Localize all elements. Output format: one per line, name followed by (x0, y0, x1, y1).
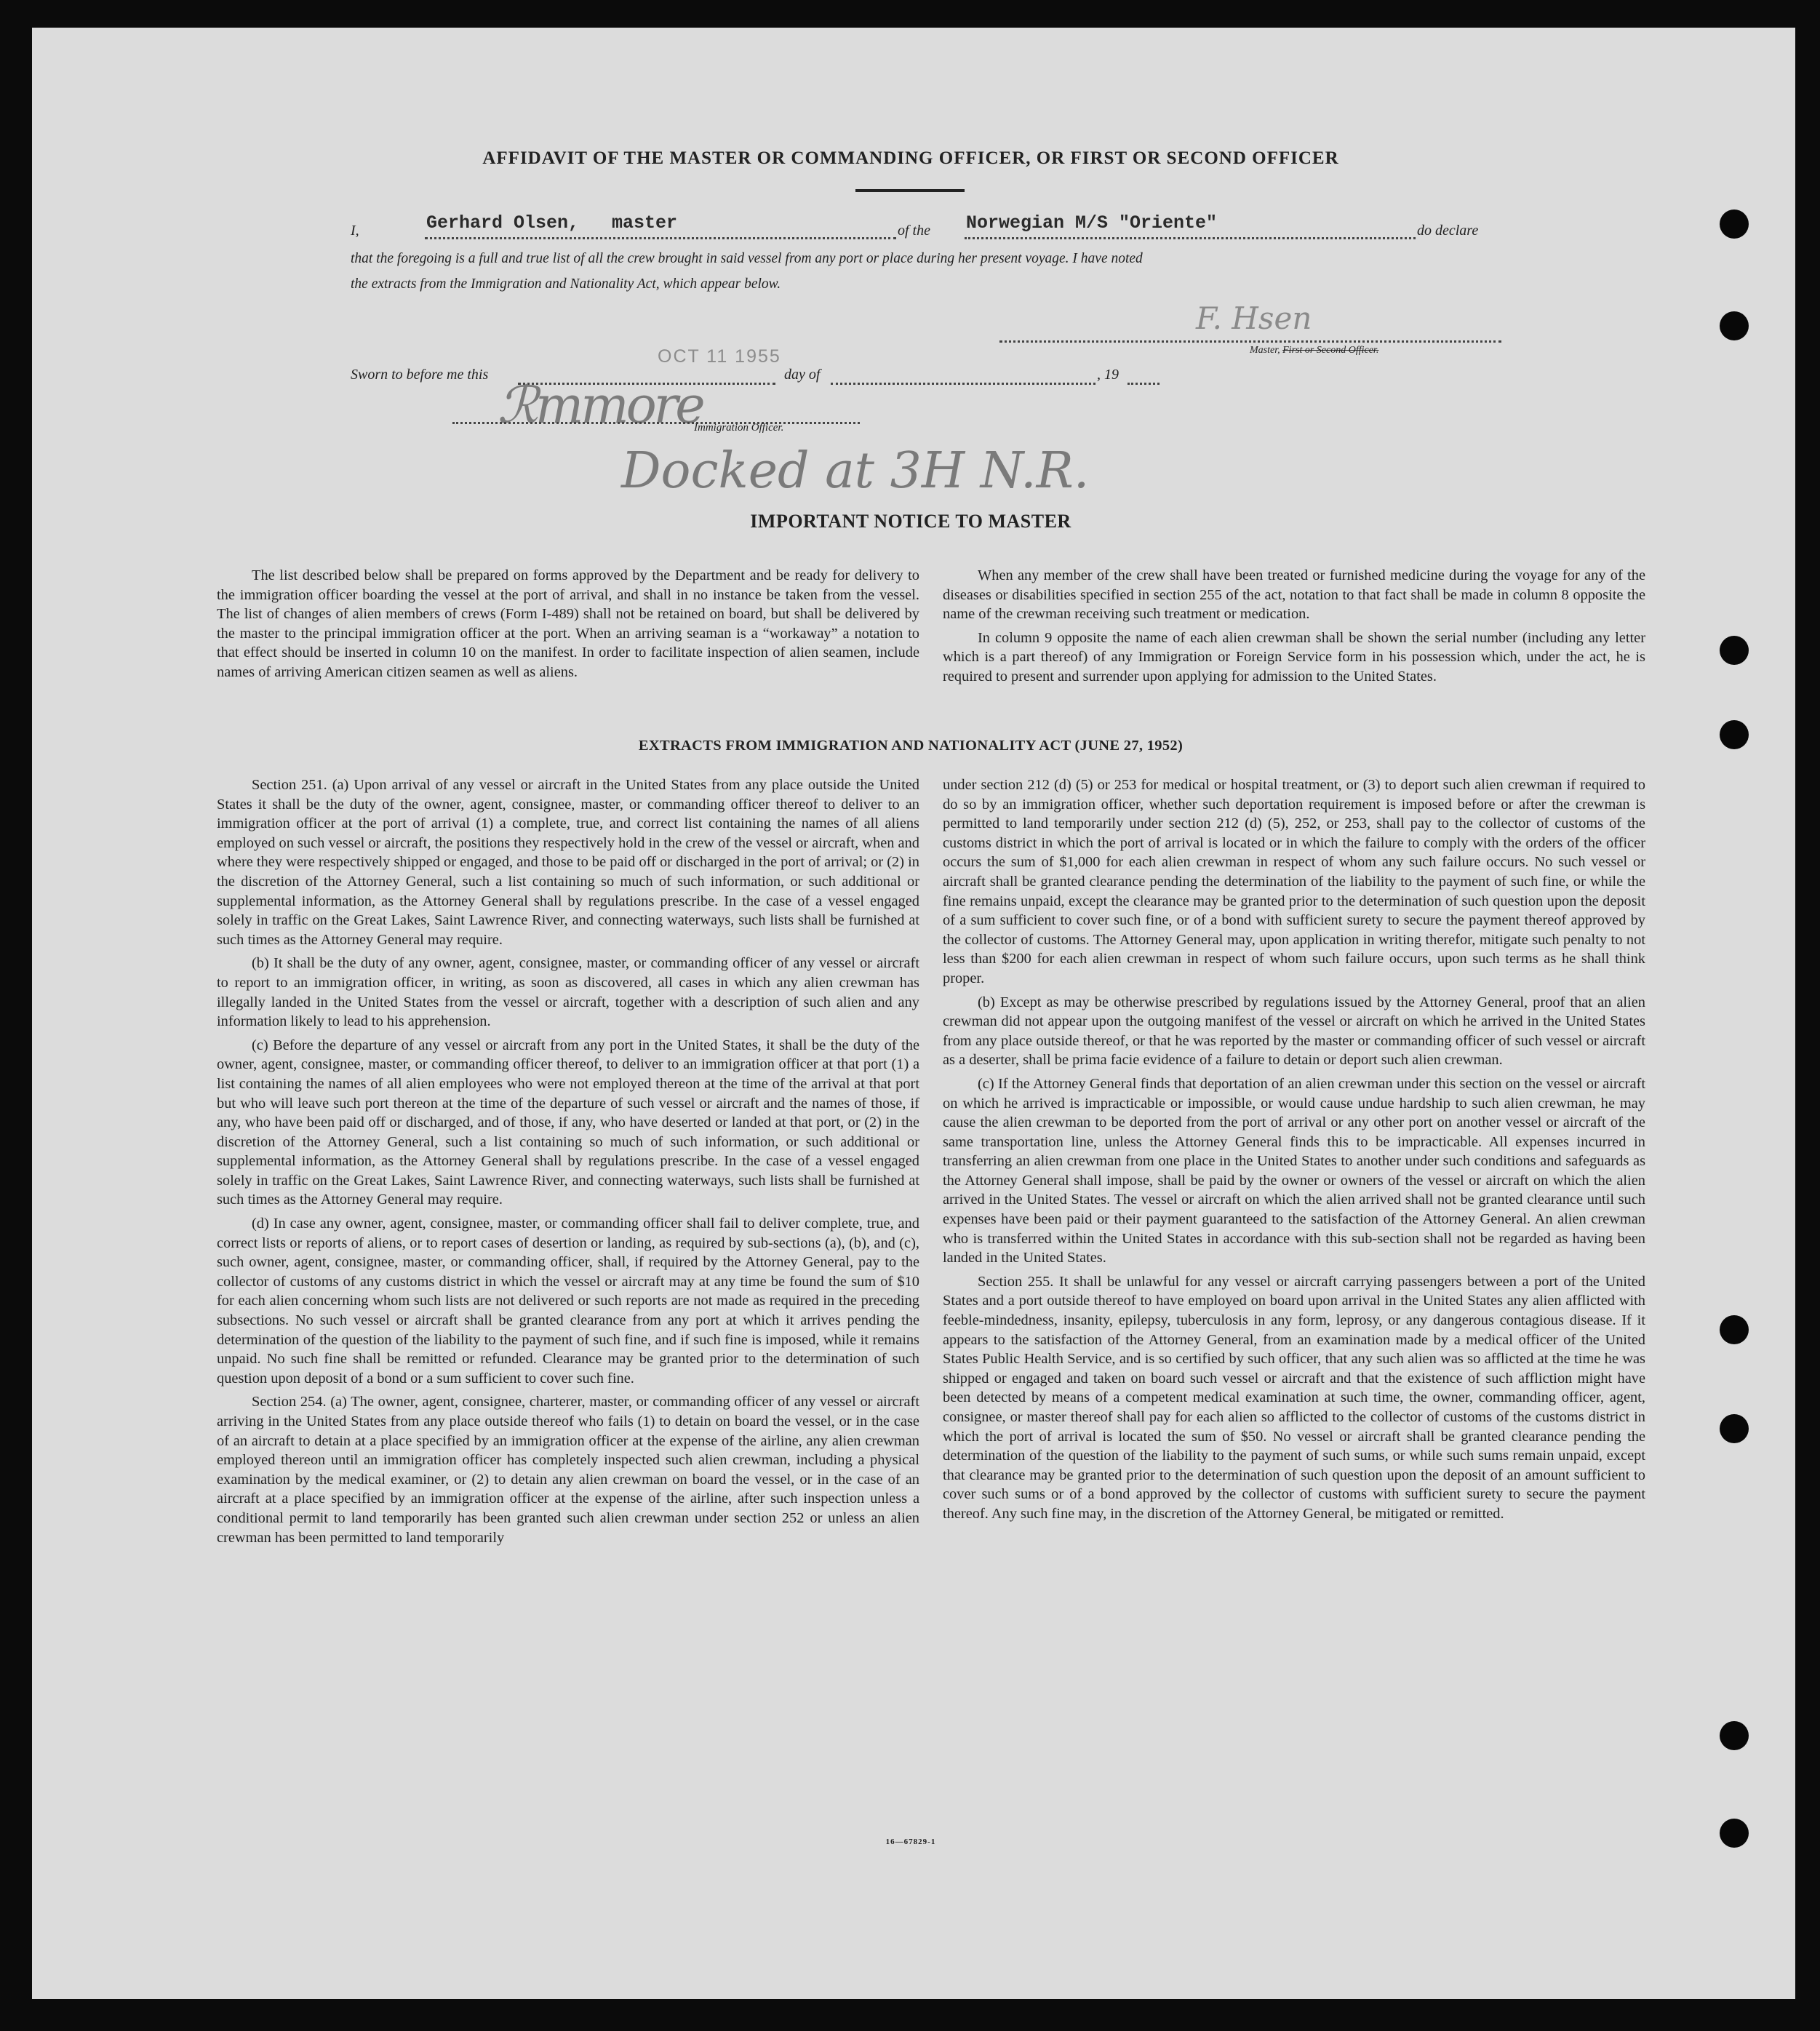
form-number: 16—67829-1 (885, 1838, 936, 1846)
notice-right-column (943, 566, 1645, 691)
punch-hole (1720, 311, 1749, 340)
do-declare-label: do declare (1417, 223, 1479, 239)
master-name-value: Gerhard Olsen, master (426, 212, 678, 234)
immigration-officer-signature: ℛmmore (498, 375, 703, 435)
statute-paragraph: Section 254. (a) The owner, agent, consignee, charterer, master, or commanding officer of any vessel or aircraft arriving in the United States from any place outside thereof who fails (1) to detain on board the vessel, or in the case of an aircraft to detain at a place specified by an immigration officer at the expense of the airline, any alien crewman employed thereon until an immigration officer has completely inspected such alien crewman, including a physical examination by the medical examiner, or (2) to detain any alien crewman on board the vessel, or in the case of an aircraft at a place specified by an immigration officer at the expense of the airline, after such inspection unless a conditional permit to land temporarily has been granted such alien crewman under section 252 or unless an alien crewman has been permitted to land temporarily (217, 1394, 919, 1546)
extracts-right-column (943, 775, 1645, 1528)
extracts-left-column (217, 775, 919, 1552)
affidavit-title: AFFIDAVIT OF THE MASTER OR COMMANDING OFFICER, OR FIRST OR SECOND OFFICER (482, 148, 1339, 168)
punch-hole (1720, 1414, 1749, 1443)
statute-paragraph: Section 251. (a) Upon arrival of any vessel or aircraft in the United States from any place outside the United States it shall be the duty of the owner, agent, consignee, master, or commanding officer thereof to deliver to an immigration officer at the port of arrival (1) a complete, true, and correct list containing the names of all aliens employed on such vessel or aircraft, the positions they respectively hold in the crew of the vessel or aircraft, when and where they were respectively shipped or engaged, and those to be paid off or discharged in the port of arrival; or (2) in the discretion of the Attorney General, such a list containing so much of such information, or such additional or supplemental information, as the Attorney General shall by regulations prescribe. In the case of a vessel engaged solely in traffic on the Great Lakes, Saint Lawrence River, and connecting waterways, such lists shall be furnished at such times as the Attorney General may require. (217, 777, 919, 948)
notice-paragraph: When any member of the crew shall have been treated or furnished medicine during the voyage for any of the diseases or disabilities specified in section 255 of the act, notation to that fact shall be made in column 8 opposite the name of the crewman receiving such treatment or medication. (943, 567, 1645, 623)
statute-paragraph: (c) Before the departure of any vessel or aircraft from any port in the United States, it shall be the duty of the owner, agent, consignee, master, or commanding officer thereof, to deliver to an immigration officer at that port (1) a list containing the names of all alien employees who were not employed thereon at the time of the arrival at that port but who will leave such port thereon at the time of the departure of such vessel or aircraft and the names of those, if any, who have been paid off or discharged, and of those, if any, who have deserted or landed at that port, or (2) in the discretion of the Attorney General, such a list containing so much of such information, or such additional or supplemental information, as the Attorney General shall by regulations prescribe. In the case of a vessel engaged solely in traffic on the Great Lakes, Saint Lawrence River, and connecting waterways, such lists shall be furnished at such times as the Attorney General may require. (217, 1037, 919, 1208)
master-title-caption (1250, 345, 1378, 356)
year-line (1127, 383, 1160, 385)
statute-paragraph: (d) In case any owner, agent, consignee, master, or commanding officer shall fail to deliver complete, true, and correct lists or reports of aliens, or to report cases of desertion or landing, as required by sub-sections (a), (b), and (c), such owner, agent, consignee, master, or commanding officer, shall, if required by the Attorney General, pay to the collector of customs of any customs district in which the vessel or aircraft may at any time be found the sum of $10 for each alien concerning whom such lists are not delivered or such reports are not made as required in the preceding subsections. No such vessel or aircraft shall be granted clearance from any port at which it arrives pending the determination of the question of the liability to the payment of such fine, and if such fine is imposed, while it remains unpaid. No such fine shall be remitted or refunded. Clearance may be granted prior to the determination of such question upon deposit of a bond or a sum sufficient to cover such fine. (217, 1216, 919, 1386)
master-signature-line (999, 340, 1501, 343)
punch-hole (1720, 1721, 1749, 1750)
statute-paragraph: (b) Except as may be otherwise prescribed by regulations issued by the Attorney General, proof that an alien crewman did not appear upon the outgoing manifest of the vessel or aircraft on which he arrived in the United States from any place outside thereof, or that he was reported by the master or commanding officer of such vessel or aircraft as a deserter, shall be prima facie evidence of a failure to detain or deport such alien crewman. (943, 994, 1645, 1069)
punch-hole (1720, 210, 1749, 239)
sworn-label: Sworn to before me this (351, 367, 489, 383)
punch-hole (1720, 1819, 1749, 1848)
immigration-officer-label: Immigration Officer. (694, 422, 784, 434)
month-line (831, 383, 1095, 385)
master-label: Master, (1250, 345, 1280, 356)
vessel-name-value: Norwegian M/S "Oriente" (966, 212, 1218, 234)
name-underline (425, 237, 896, 239)
master-signature: F. Hsen (1196, 300, 1312, 336)
notice-left-column (217, 566, 919, 687)
date-stamp: OCT 11 1955 (658, 346, 781, 367)
handwritten-docking-note: Docked at 3H N.R. (621, 442, 1090, 500)
statute-paragraph: Section 255. It shall be unlawful for any vessel or aircraft carrying passengers between a port of the United States and a port outside thereof to have employed on board upon arrival in the United States any alien afflicted with feeble-mindedness, insanity, epilepsy, tuberculosis in any form, leprosy, or any dangerous contagious disease. If it appears to the satisfaction of the Attorney General, from an examination made by a medical officer of the United States Public Health Service, and is so certified by such officer, that any such alien was so afflicted at the time he was shipped or engaged and taken on board such vessel or aircraft and that the existence of such affliction might have been detected by means of a competent medical examination at such time, the owner, commanding officer, agent, consignee, or master thereof shall pay for each alien so afflicted to the collector of customs of the customs district in which the port of arrival is located the sum of $50. No vessel or aircraft shall be granted clearance pending the determination of the question of the liability to the payment of such sums, or while such sums remain unpaid, except that clearance may be granted prior to the determination of such question upon the deposit of an amount sufficient to cover such sums or of a bond approved by the collector of customs with sufficient surety to secure the payment thereof. Any such fine may, in the discretion of the Attorney General, be mitigated or remitted. (943, 1273, 1645, 1522)
i-label: I, (351, 223, 359, 239)
statute-paragraph: (b) It shall be the duty of any owner, agent, consignee, master, or commanding officer of any vessel or aircraft to report to an immigration officer, in writing, as soon as discovered, all cases in which any alien crewman has illegally landed in the United States from the vessel or aircraft, together with a description of such alien and any information likely to lead to his apprehension. (217, 955, 919, 1030)
notice-title: IMPORTANT NOTICE TO MASTER (750, 511, 1071, 532)
of-the-label: of the (898, 223, 930, 239)
statute-paragraph: under section 212 (d) (5) or 253 for medical or hospital treatment, or (3) to deport such alien crewman if required to do so by an immigration officer, whether such deportation requirement is imposed before or after the crewman is permitted to land temporarily under section 212 (d) (5), 252, or 253, shall pay to the collector of customs of the customs district in which the port of arrival is located or in which the failure to comply with the orders of the officer occurs the sum of $1,000 for each alien crewman in respect of whom any such failure occurs. No such vessel or aircraft shall be granted clearance pending the determination of the liability to the payment of such fine, or while the fine remains unpaid, except the clearance may be granted prior to the determination of such question upon the deposit of a sum sufficient to cover such fine, or of a bond with sufficient surety to secure the payment thereof approved by the collector of customs. The Attorney General may, upon application in writing therefor, mitigate such penalty to not less than $200 for each alien crewman in respect of whom such failure occurs, upon such terms as he shall think proper. (943, 777, 1645, 986)
punch-hole (1720, 720, 1749, 749)
extracts-title: EXTRACTS FROM IMMIGRATION AND NATIONALITY ACT (JUNE 27, 1952) (638, 738, 1184, 754)
punch-hole (1720, 1315, 1749, 1344)
statute-paragraph: (c) If the Attorney General finds that deportation of an alien crewman under this section on the vessel or aircraft on which he arrived is impracticable or impossible, or would cause undue hardship to such alien crewman, he may cause the alien crewman to be deported from the port of arrival or any other port on another vessel or aircraft of the same transportation line, unless the Attorney General finds this to be impracticable. All expenses incurred in transferring an alien crewman from one place in the United States to another under such conditions and safeguards as the Attorney General shall impose, shall be paid by the owner or owners of the vessel or aircraft on which the alien arrived in the United States. The vessel or aircraft on which the alien arrived shall not be granted clearance until such expenses have been paid or their payment guaranteed to the satisfaction of the Attorney General. An alien crewman who is transferred within the United States in accordance with this sub-section shall not be regarded as having been landed in the United States. (943, 1075, 1645, 1266)
punch-hole (1720, 636, 1749, 665)
notice-paragraph: The list described below shall be prepared on forms approved by the Department and be ready for delivery to the immigration officer boarding the vessel at the port of arrival, and shall in no instance be taken from the vessel. The list of changes of alien members of crews (Form I-489) shall not be retained on board, but shall be delivered by the master to the principal immigration officer at the port. When an arriving seaman is a “workaway” a notation to that effect should be inserted in column 10 on the manifest. In order to facilitate inspection of alien seamen, include names of arriving American citizen seamen as well as aliens. (217, 567, 919, 680)
notice-paragraph: In column 9 opposite the name of each alien crewman shall be shown the serial number (including any letter which is a part thereof) of any Immigration or Foreign Service form in his possession which, under the act, he is required to present and surrender upon applying for admission to the United States. (943, 629, 1645, 685)
vessel-underline (965, 237, 1416, 239)
struck-officer-label: First or Second Officer. (1282, 345, 1379, 356)
declaration-text-line2: the extracts from the Immigration and Nationality Act, which appear below. (351, 276, 781, 292)
day-of-label: day of (784, 367, 821, 383)
immigration-officer-line (452, 422, 860, 424)
declaration-text-line1: that the foregoing is a full and true list of all the crew brought in said vessel from any port or place during her present voyage. I have noted (351, 251, 1143, 266)
title-rule (855, 189, 965, 192)
document-page (32, 28, 1795, 1999)
year-label: , 19 (1097, 367, 1119, 383)
